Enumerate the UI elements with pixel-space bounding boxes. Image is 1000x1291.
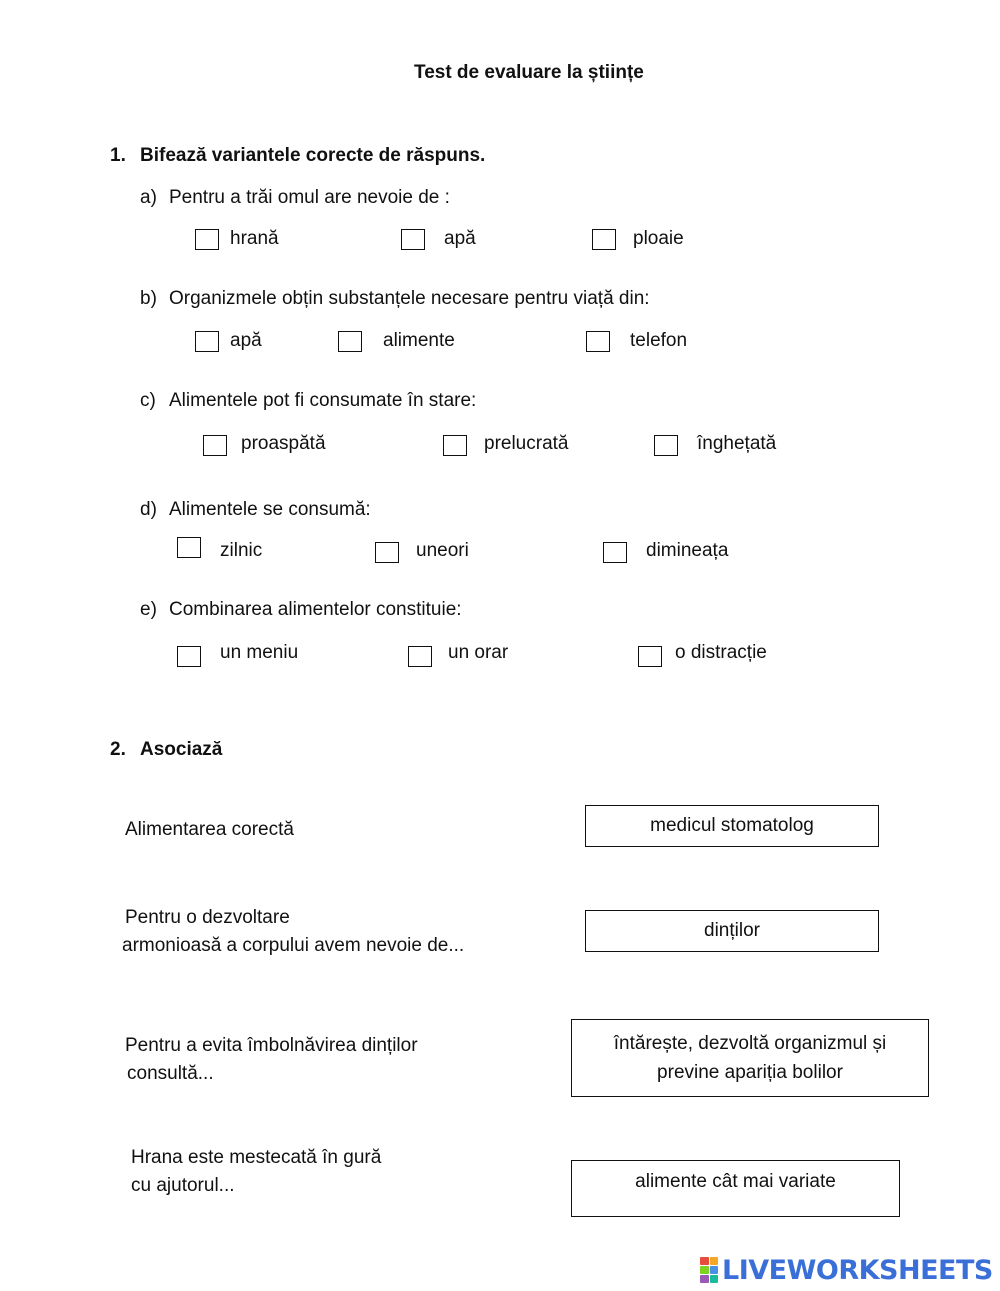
assoc-left-2 xyxy=(122,904,464,960)
question-1-heading: Bifează variantele corecte de răspuns. xyxy=(140,145,486,166)
option-e-1: un meniu xyxy=(220,642,299,663)
checkbox-d-1[interactable] xyxy=(177,537,201,558)
checkbox-b-1[interactable] xyxy=(195,331,219,352)
liveworksheets-logo-icon xyxy=(700,1257,718,1283)
assoc-left-2-line-1: Pentru o dezvoltare xyxy=(125,907,290,928)
option-b-2: alimente xyxy=(383,330,455,351)
checkbox-c-1[interactable] xyxy=(203,435,227,456)
checkbox-a-1[interactable] xyxy=(195,229,219,250)
item-d-text: Alimentele se consumă: xyxy=(169,499,371,520)
item-c-letter: c) xyxy=(140,390,156,411)
checkbox-a-2[interactable] xyxy=(401,229,425,250)
assoc-right-3-line-2: previne apariția bolilor xyxy=(657,1062,843,1083)
page-title: Test de evaluare la științe xyxy=(414,62,644,83)
item-a-letter: a) xyxy=(140,187,157,208)
checkbox-e-2[interactable] xyxy=(408,646,432,667)
checkbox-e-3[interactable] xyxy=(638,646,662,667)
item-b-letter: b) xyxy=(140,288,157,309)
assoc-right-box-4[interactable] xyxy=(571,1160,900,1217)
option-a-3: ploaie xyxy=(633,228,684,249)
option-c-2: prelucrată xyxy=(484,433,569,454)
assoc-left-4-line-1: Hrana este mestecată în gură xyxy=(131,1147,382,1168)
option-e-3: o distracție xyxy=(675,642,767,663)
assoc-right-4-line-1: alimente cât mai variate xyxy=(635,1171,836,1192)
checkbox-b-3[interactable] xyxy=(586,331,610,352)
liveworksheets-logo xyxy=(700,1254,993,1286)
item-c-text: Alimentele pot fi consumate în stare: xyxy=(169,390,477,411)
option-b-1: apă xyxy=(230,330,262,351)
assoc-right-box-3[interactable] xyxy=(571,1019,929,1097)
assoc-left-1-line-1: Alimentarea corectă xyxy=(125,819,294,840)
liveworksheets-logo-text: LIVEWORKSHEETS xyxy=(722,1254,993,1286)
item-d-letter: d) xyxy=(140,499,157,520)
item-a-text: Pentru a trăi omul are nevoie de : xyxy=(169,187,450,208)
checkbox-e-1[interactable] xyxy=(177,646,201,667)
assoc-left-2-line-2: armonioasă a corpului avem nevoie de... xyxy=(122,935,465,956)
checkbox-d-3[interactable] xyxy=(603,542,627,563)
checkbox-a-3[interactable] xyxy=(592,229,616,250)
option-d-3: dimineața xyxy=(646,540,729,561)
option-a-1: hrană xyxy=(230,228,279,249)
question-2-heading: Asociază xyxy=(140,739,223,760)
assoc-left-3-line-2: consultă... xyxy=(127,1063,214,1084)
item-b-text: Organizmele obțin substanțele necesare pentru viață din: xyxy=(169,288,650,309)
assoc-right-box-1[interactable] xyxy=(585,805,879,847)
option-d-1: zilnic xyxy=(220,540,263,561)
item-e-letter: e) xyxy=(140,599,157,620)
option-d-2: uneori xyxy=(416,540,469,561)
checkbox-d-2[interactable] xyxy=(375,542,399,563)
checkbox-c-2[interactable] xyxy=(443,435,467,456)
question-2-number: 2. xyxy=(110,739,126,760)
option-c-1: proaspătă xyxy=(241,433,326,454)
option-c-3: înghețată xyxy=(697,433,777,454)
option-a-2: apă xyxy=(444,228,476,249)
option-e-2: un orar xyxy=(448,642,509,663)
assoc-left-4 xyxy=(131,1144,381,1200)
assoc-right-1-line-1: medicul stomatolog xyxy=(650,815,814,837)
item-e-text: Combinarea alimentelor constituie: xyxy=(169,599,462,620)
assoc-right-box-2[interactable] xyxy=(585,910,879,952)
assoc-left-1 xyxy=(125,816,294,844)
question-1-number: 1. xyxy=(110,145,126,166)
assoc-right-2-line-1: dinților xyxy=(704,920,760,942)
assoc-right-3-line-1: întărește, dezvoltă organizmul și xyxy=(613,1032,887,1054)
assoc-left-3-line-1: Pentru a evita îmbolnăvirea dinților xyxy=(125,1035,418,1056)
assoc-left-4-line-2: cu ajutorul... xyxy=(131,1175,235,1196)
checkbox-c-3[interactable] xyxy=(654,435,678,456)
checkbox-b-2[interactable] xyxy=(338,331,362,352)
assoc-left-3 xyxy=(125,1032,418,1088)
option-b-3: telefon xyxy=(630,330,688,351)
